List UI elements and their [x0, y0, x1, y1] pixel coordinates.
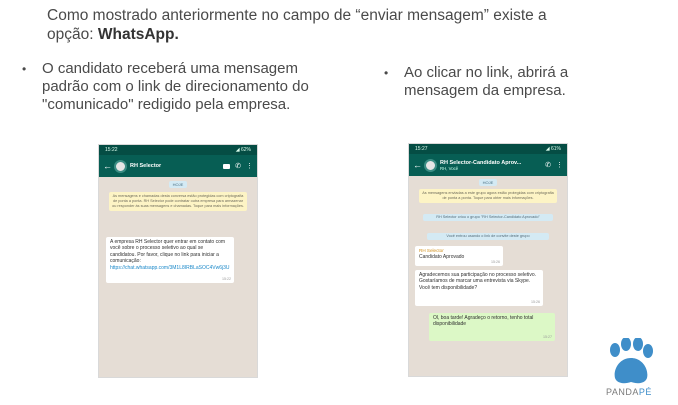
chat-title[interactable]: RH Selector-Candidato Aprov...: [440, 159, 522, 166]
heading-line-2: opção: WhatsApp.: [47, 26, 179, 43]
message-bubble-outgoing: [429, 313, 555, 341]
status-battery: ◢ 61%: [545, 146, 561, 152]
video-call-icon[interactable]: [223, 164, 230, 169]
add-call-icon[interactable]: ✆: [545, 162, 551, 169]
phone-call-icon[interactable]: ✆: [235, 163, 241, 170]
avatar[interactable]: [424, 159, 437, 172]
status-bar: [409, 144, 567, 154]
chat-area: [99, 177, 257, 377]
message-time: 15:22: [222, 276, 231, 281]
invite-link[interactable]: https://chat.whatsapp.com/3M1L8IRBLaSOC4Vw6j3U: [110, 264, 230, 271]
whatsapp-label: WhatsApp.: [97, 26, 179, 43]
message-time: 15:26: [531, 299, 540, 304]
bullet-dot: •: [22, 62, 27, 76]
status-bar: [99, 145, 257, 155]
date-chip: HOJE: [479, 179, 497, 186]
date-chip: HOJE: [169, 181, 187, 188]
whatsapp-screenshot-group: [408, 143, 568, 377]
group-created-notice: RH Selector criou o grupo "RH Selector-Candidato Aprovado": [423, 214, 553, 221]
encryption-notice[interactable]: As mensagens enviadas a este grupo agora estão protegidas com criptografia de ponta a ponta. Toque para obter mais informações.: [419, 189, 557, 203]
bullet-dot: •: [384, 66, 389, 80]
chat-area: [409, 176, 567, 376]
message-bubble: [415, 270, 543, 306]
bullet-text: Ao clicar no link, abrirá a mensagem da empresa.: [404, 64, 569, 99]
message-time: 15:26: [491, 259, 500, 264]
message-bubble: [106, 237, 234, 283]
more-options-icon[interactable]: ⋮: [556, 162, 563, 169]
chat-subtitle: RH, Você: [440, 165, 459, 171]
message-text: Candidato Aprovado: [419, 254, 465, 261]
chat-header: [409, 154, 567, 176]
pandape-logo-text: PANDAPÉ: [606, 387, 652, 397]
back-arrow-icon[interactable]: ←: [413, 160, 422, 170]
message-text: Ol, boa tarde! Agradeço o retorno, tenho total disponibilidade: [433, 315, 534, 328]
whatsapp-screenshot-chat: [98, 144, 258, 378]
heading-line-1: Como mostrado anteriormente no campo de “enviar mensagem” existe a: [47, 7, 547, 24]
status-time: 15:22: [105, 147, 118, 153]
message-text: A empresa RH Selector quer entrar em contato com você sobre o processo seletivo ao qual se candidatou. Por favor, clique no link para iniciar a comunicação:: [110, 239, 226, 265]
message-text: Agradecemos sua participação no processo seletivo. Gostaríamos de marcar uma entrevista via Skype. Você tem disponibilidade?: [419, 272, 537, 291]
chat-header: [99, 155, 257, 177]
bullet-open-link: [384, 64, 604, 100]
encryption-notice[interactable]: As mensagens e chamadas desta conversa estão protegidas com criptografia de ponta a ponta. RH Selector pode contratar outra empresa para armazenar ou responder às suas mensagens e chamadas. Toque para mais informações.: [109, 192, 247, 211]
message-time: 15:27: [543, 334, 552, 339]
joined-via-link-notice: Você entrou usando o link de convite deste grupo: [427, 233, 549, 240]
avatar[interactable]: [114, 160, 127, 173]
chat-title[interactable]: RH Selector: [130, 163, 162, 169]
message-sender: RH Selector: [419, 248, 444, 253]
bullet-candidate-message: [22, 60, 327, 114]
more-options-icon[interactable]: ⋮: [246, 163, 253, 170]
bullet-text: O candidato receberá uma mensagem padrão com o link de direcionamento do "comunicado" redigido pela empresa.: [42, 60, 309, 113]
slide-heading: [47, 6, 607, 44]
back-arrow-icon[interactable]: ←: [103, 161, 112, 171]
message-bubble: [415, 246, 503, 266]
status-time: 15:27: [415, 146, 428, 152]
status-battery: ◢ 62%: [235, 147, 251, 153]
